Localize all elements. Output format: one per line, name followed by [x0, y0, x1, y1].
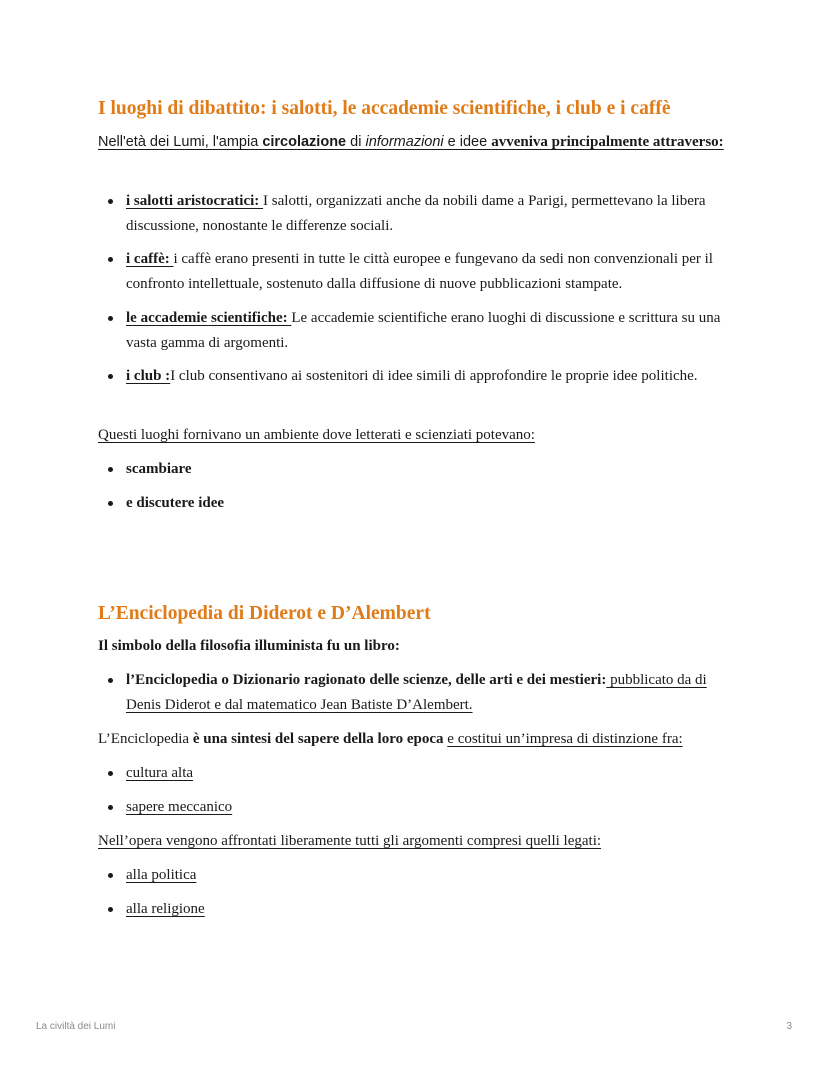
- list-item: sapere meccanico: [126, 795, 731, 820]
- list-item: cultura alta: [126, 761, 731, 786]
- list-item: le accademie scientifiche: Le accademie scientifiche erano luoghi di discussione e scrittura su una vasta gamma di argomenti.: [126, 306, 731, 355]
- list-item: alla religione: [126, 897, 731, 922]
- list-item: i club :I club consentivano ai sostenitori di idee simili di approfondire le proprie idee politiche.: [126, 364, 731, 389]
- section-title-enciclopedia: L’Enciclopedia di Diderot e D’Alembert: [98, 603, 431, 624]
- intro-paragraph: Nell'età dei Lumi, l'ampia circolazione di informazioni e idee avveniva principalmente attraverso:: [98, 134, 724, 150]
- list-item: e discutere idee: [126, 491, 731, 516]
- footer-title: La civiltà dei Lumi: [36, 1021, 116, 1032]
- list-item: i salotti aristocratici: I salotti, organizzati anche da nobili dame a Parigi, permettevano la libera discussione, nonostante le differenze sociali.: [126, 189, 731, 238]
- synthesis-paragraph: L’Enciclopedia è una sintesi del sapere della loro epoca e costitui un’impresa di distinzione fra:: [98, 731, 683, 747]
- places-intro: Questi luoghi fornivano un ambiente dove letterati e scienziati potevano:: [98, 427, 535, 443]
- symbol-paragraph: Il simbolo della filosofia illuminista fu un libro:: [98, 638, 400, 654]
- list-item: scambiare: [126, 457, 731, 482]
- section-title-luoghi: I luoghi di dibattito: i salotti, le accademie scientifiche, i club e i caffè: [98, 98, 671, 119]
- list-item: l’Enciclopedia o Dizionario ragionato delle scienze, delle arti e dei mestieri: pubblicato da di Denis Diderot e dal matematico Jean Batiste D’Alembert.: [126, 668, 731, 717]
- list-item: i caffè: i caffè erano presenti in tutte le città europee e fungevano da sedi non convenzionali per il confronto intellettuale, sostenuto dalla diffusione di nuove pubblicazioni stampate.: [126, 247, 731, 296]
- topics-intro: Nell’opera vengono affrontati liberamente tutti gli argomenti compresi quelli legati:: [98, 833, 602, 849]
- page-number: 3: [786, 1021, 792, 1032]
- list-item: alla politica: [126, 863, 731, 888]
